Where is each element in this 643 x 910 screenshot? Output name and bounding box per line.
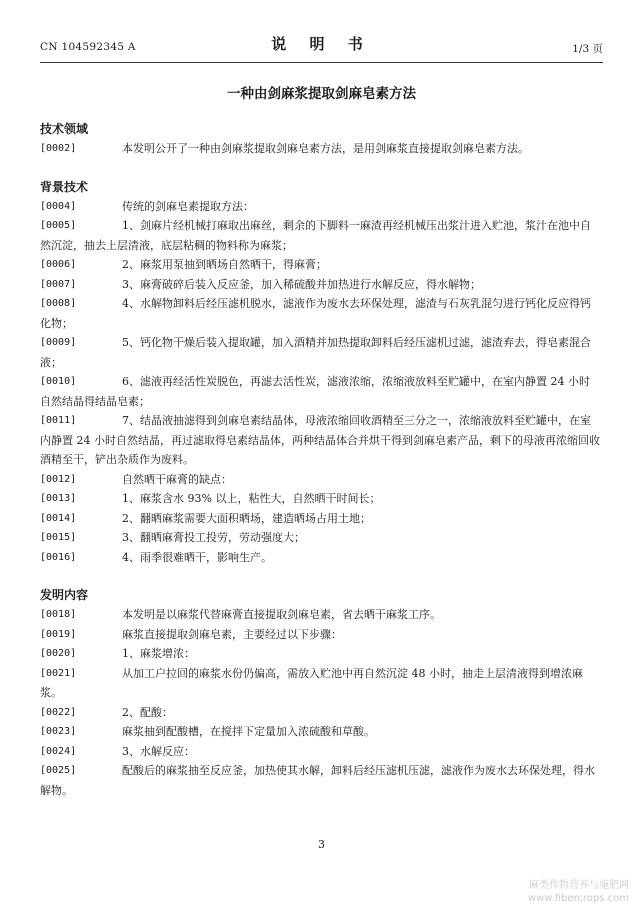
paragraph-number: [0019] [40, 628, 77, 640]
paragraph-text: 4、水解物卸料后经压滤机脱水，滤液作为废水去环保处理，滤渣与石灰乳混匀进行钙化反应得钙化物； [40, 297, 591, 330]
watermark-line2: www.fibercrops.com [527, 893, 629, 904]
paragraph-number: [0014] [40, 512, 77, 524]
paragraph-number: [0015] [40, 532, 77, 543]
paragraph [40, 548, 600, 568]
paragraph [40, 664, 600, 703]
paragraph-number: [0010] [40, 376, 77, 387]
paragraph-number: [0006] [40, 259, 77, 270]
paragraph [40, 255, 600, 275]
paragraph [40, 372, 600, 411]
paragraph-text: 配酸后的麻浆抽至反应釜，加热使其水解，卸料后经压滤机压滤，滤液作为废水去环保处理，得水解物。 [40, 764, 595, 797]
paragraph [40, 528, 600, 548]
paragraph [40, 294, 600, 333]
paragraph-number: [0024] [40, 745, 77, 757]
section-gap [40, 159, 600, 178]
paragraph-number: [0018] [40, 609, 77, 620]
paragraph-text: 传统的剑麻皂素提取方法： [122, 199, 254, 213]
paragraph [40, 509, 600, 529]
paragraph-text: 3、水解反应： [122, 744, 195, 758]
paragraph [40, 139, 600, 159]
paragraph-text: 麻浆直接提取剑麻皂素，主要经过以下步骤： [122, 627, 342, 641]
paragraph [40, 722, 600, 742]
section-heading: 技术领域 [40, 122, 89, 136]
paragraph-text: 2、配酸： [122, 705, 173, 719]
paragraph [40, 333, 600, 372]
paragraph-number: [0016] [40, 551, 77, 563]
paragraph-text: 7、结晶液抽滤得到剑麻皂素结晶体，母液浓缩回收酒精至三分之一，浓缩液放料至贮罐中，在室内静置 24 小时自然结晶，再过滤取得皂素结晶体，两种结晶体合并烘干得到剑麻皂素产品，剩下的母液再浓缩回收酒精至干，铲出杂质作为废料。 [40, 414, 600, 466]
paragraph-number: [0020] [40, 648, 77, 659]
document-title: 一种由剑麻浆提取剑麻皂素方法 [227, 86, 416, 102]
paragraph [40, 625, 600, 645]
paragraph [40, 470, 600, 490]
paragraph-text: 本发明是以麻浆代替麻膏直接提取剑麻皂素，省去晒干麻浆工序。 [122, 608, 441, 621]
paragraph [40, 761, 600, 800]
paragraph-text: 本发明公开了一种由剑麻浆提取剑麻皂素方法，是用剑麻浆直接提取剑麻皂素方法。 [122, 142, 529, 155]
section-heading: 背景技术 [40, 179, 89, 194]
paragraph-number: [0004] [40, 200, 77, 212]
paragraph-number: [0023] [40, 726, 77, 737]
paragraph [40, 275, 600, 295]
patent-number: CN 104592345 A [40, 41, 136, 53]
section [40, 586, 600, 800]
watermark [528, 879, 629, 905]
watermark-line1: 麻类作物营养与施肥网 [529, 880, 629, 891]
paragraph-text: 3、翻晒麻膏投工投劳，劳动强度大； [122, 531, 305, 544]
paragraph-text: 从加工户拉回的麻浆水份仍偏高，需放入贮池中再自然沉淀 48 小时，抽走上层清液得到增浓麻浆。 [40, 666, 583, 699]
page-indicator: 1/3 页 [572, 43, 603, 55]
paragraph-number: [0005] [40, 220, 77, 231]
section-heading: 发明内容 [40, 588, 89, 602]
paragraph [40, 216, 600, 255]
section [40, 178, 600, 568]
paragraph [40, 411, 600, 470]
paragraph-text: 1、麻浆增浓： [122, 647, 195, 660]
paragraph-text: 4、雨季很难晒干，影响生产。 [122, 550, 272, 564]
header-divider [40, 62, 603, 63]
paragraph-text: 2、麻浆用泵抽到晒场自然晒干，得麻膏； [122, 258, 327, 271]
paragraph-text: 2、翻晒麻浆需要大面积晒场，建造晒场占用土地； [122, 511, 371, 525]
paragraph-text: 6、滤液再经活性炭脱色，再滤去活性炭，滤液浓缩，浓缩液放料至贮罐中，在室内静置 24 小时自然结晶得结晶皂素； [40, 375, 590, 408]
document-type: 说 明 书 [271, 35, 372, 53]
paragraph-text: 3、麻膏破碎后装入反应釜，加入稀硫酸并加热进行水解反应，得水解物； [122, 277, 481, 291]
paragraph-number: [0009] [40, 337, 77, 348]
paragraph-number: [0013] [40, 493, 77, 504]
paragraph-text: 麻浆抽到配酸槽，在搅拌下定量加入浓硫酸和草酸。 [122, 725, 375, 738]
paragraph [40, 742, 600, 762]
paragraph-text: 1、剑麻片经机械打麻取出麻丝，剩余的下脚料一麻渣再经机械压出浆汁进入贮池，浆汁在池中自然沉淀，抽去上层清液，底层粘稠的物料称为麻浆； [40, 219, 591, 252]
paragraph-number: [0008] [40, 298, 77, 309]
page-number: 3 [318, 838, 325, 851]
section-gap [40, 567, 600, 586]
paragraph [40, 605, 600, 625]
paragraph-text: 1、麻浆含水 93% 以上，粘性大，自然晒干时间长； [122, 492, 381, 505]
paragraph-text: 自然晒干麻膏的缺点： [122, 472, 232, 486]
paragraph-number: [0002] [40, 143, 77, 154]
paragraph-number: [0012] [40, 473, 77, 485]
paragraph-number: [0021] [40, 667, 77, 679]
paragraph [40, 644, 600, 664]
section [40, 120, 600, 159]
document-body [40, 120, 600, 800]
paragraph-number: [0011] [40, 415, 77, 426]
paragraph [40, 489, 600, 509]
paragraph [40, 703, 600, 723]
paragraph-number: [0007] [40, 278, 77, 290]
paragraph-number: [0022] [40, 706, 77, 718]
paragraph-number: [0025] [40, 765, 77, 776]
paragraph-text: 5、钙化物干燥后装入提取罐，加入酒精并加热提取卸料后经压滤机过滤，滤渣弃去，得皂素混合液； [40, 336, 591, 369]
paragraph [40, 197, 600, 217]
